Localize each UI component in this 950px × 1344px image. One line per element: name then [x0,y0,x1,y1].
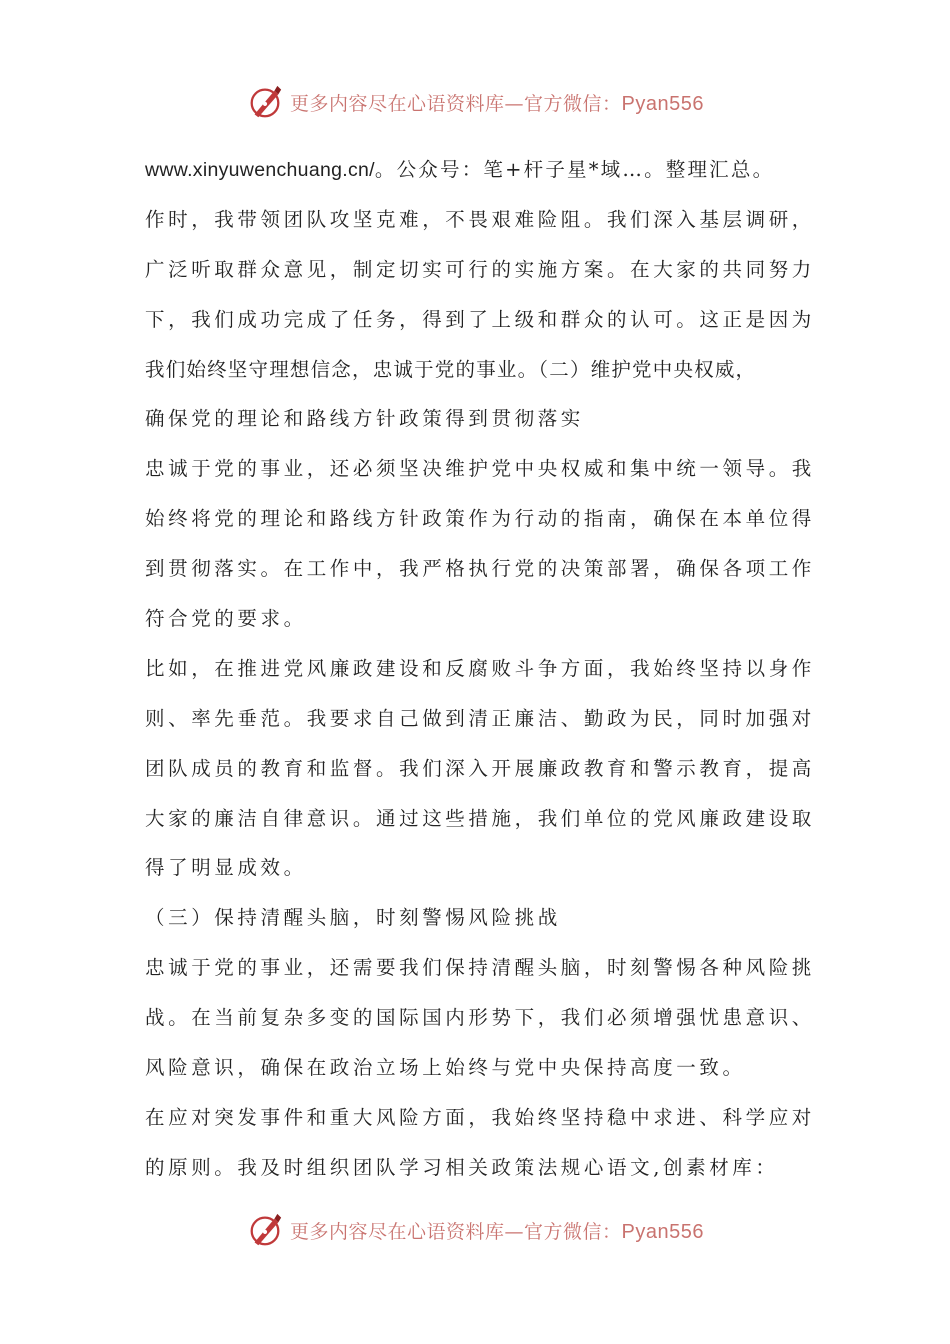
body-line-text: 。公众号：笔+杆子星*域…。整理汇总。 [374,158,775,181]
banner-text [290,1217,704,1244]
body-line: 比如，在推进党风廉政建设和反腐败斗争方面，我始终坚持以身作 [145,656,815,680]
pen-nib-logo-icon [246,83,284,121]
document-body [145,145,825,1193]
pen-nib-logo-icon [246,1211,284,1249]
footer-watermark-banner [0,1208,950,1252]
body-line: 始终将党的理论和路线方针政策作为行动的指南，确保在本单位得 [145,507,815,531]
body-line: 下，我们成功完成了任务，得到了上级和群众的认可。这正是因为 [145,307,815,331]
body-line: 的原则。我及时组织团队学习相关政策法规心语文,创素材库： [145,1155,779,1179]
section-heading-2: 确保党的理论和路线方针政策得到贯彻落实 [145,407,584,431]
banner-slogan: 更多内容尽在心语资料库—官方微信： [290,92,622,115]
section-heading-3: （三）保持清醒头脑，时刻警惕风险挑战 [145,906,561,930]
body-line: 符合党的要求。 [145,607,307,631]
website-link[interactable]: www.xinyuwenchuang.cn/ [145,159,375,181]
body-line: 大家的廉洁自律意识。通过这些措施，我们单位的党风廉政建设取 [145,806,815,830]
body-line: 战。在当前复杂多变的国际国内形势下，我们必须增强忧患意识、 [145,1006,815,1030]
body-line: 团队成员的教育和监督。我们深入开展廉政教育和警示教育，提高 [145,756,815,780]
body-line: 在应对突发事件和重大风险方面，我始终坚持稳中求进、科学应对 [145,1105,815,1129]
body-line: 到贯彻落实。在工作中，我严格执行党的决策部署，确保各项工作 [145,557,815,581]
banner-slogan: 更多内容尽在心语资料库—官方微信： [290,1220,622,1243]
body-line: 忠诚于党的事业，还必须坚决维护党中央权威和集中统一领导。我 [145,457,815,481]
header-watermark-banner [0,80,950,124]
body-line [145,145,825,195]
body-line: 广泛听取群众意见，制定切实可行的实施方案。在大家的共同努力 [145,257,815,281]
banner-text [290,89,704,116]
body-line: 作时，我带领团队攻坚克难，不畏艰难险阻。我们深入基层调研， [145,207,815,231]
body-line: 得了明显成效。 [145,856,307,880]
body-line: 忠诚于党的事业，还需要我们保持清醒头脑，时刻警惕各种风险挑 [145,956,815,980]
banner-wechat-id: Pyan556 [621,92,704,115]
body-line: 风险意识，确保在政治立场上始终与党中央保持高度一致。 [145,1056,746,1080]
body-line: 则、率先垂范。我要求自己做到清正廉洁、勤政为民，同时加强对 [145,706,815,730]
body-line: 我们始终坚守理想信念，忠诚于党的事业。（二）维护党中央权威， [145,357,757,381]
banner-wechat-id: Pyan556 [621,1220,704,1243]
